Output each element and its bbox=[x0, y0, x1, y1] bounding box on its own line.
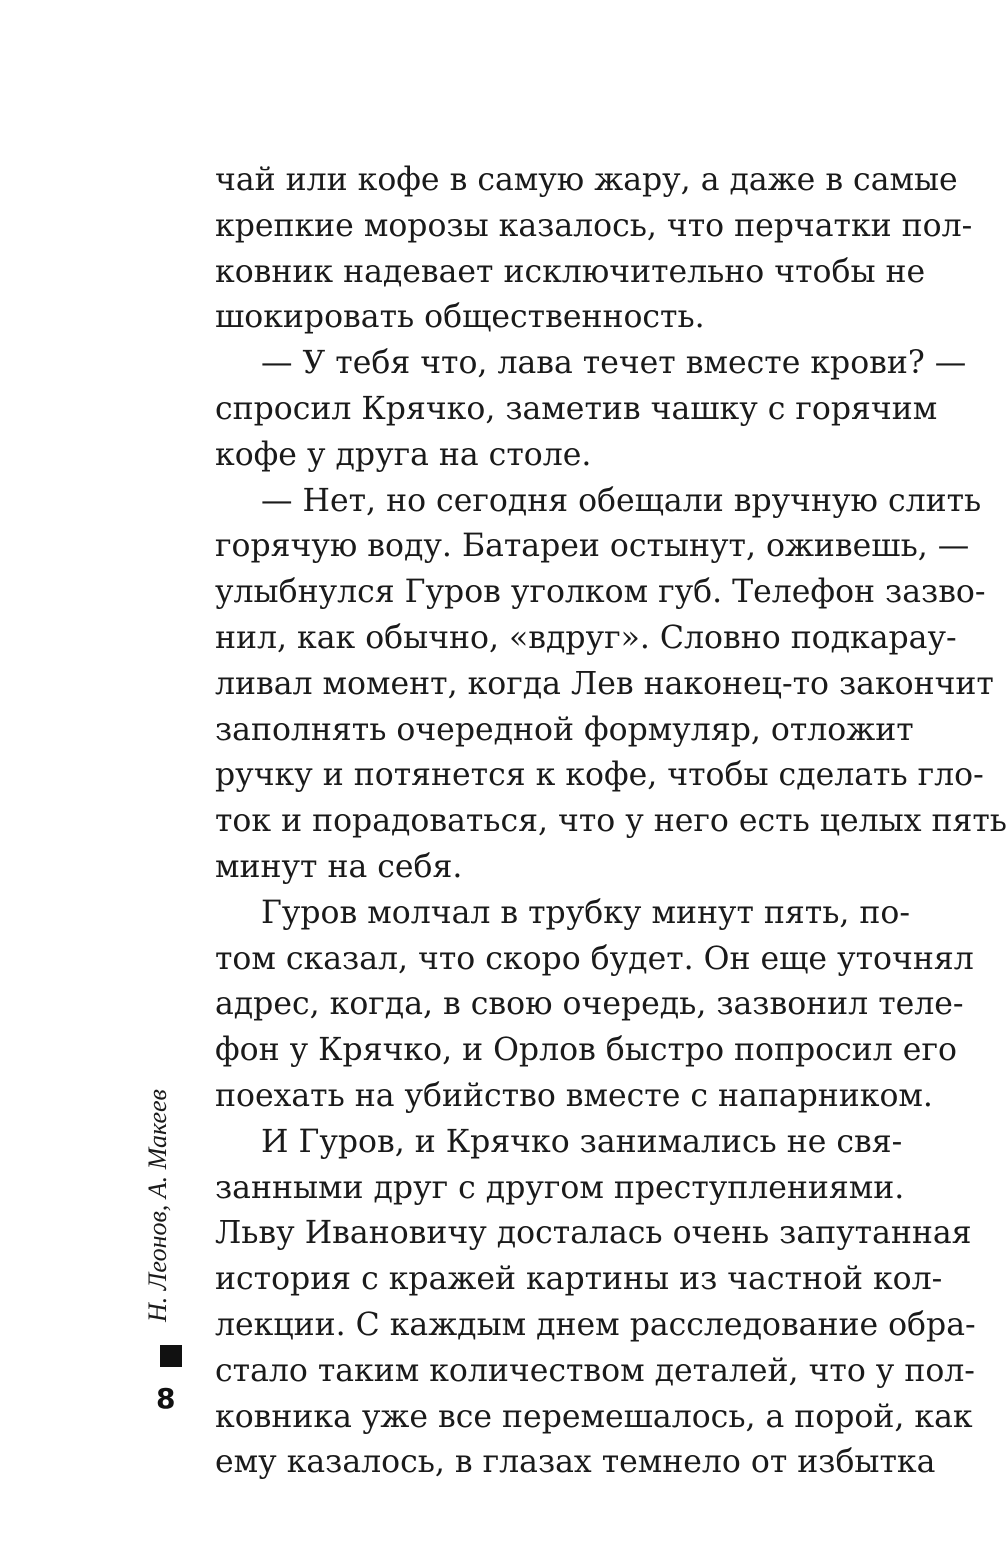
text-line: крепкие морозы казалось, что перчатки пол- bbox=[215, 207, 973, 244]
text-line: том сказал, что скоро будет. Он еще уточнял bbox=[215, 940, 974, 977]
text-line: спросил Крячко, заметив чашку с горячим bbox=[215, 390, 938, 427]
paragraph bbox=[215, 1120, 976, 1486]
text-line: ливал момент, когда Лев наконец-то закончит bbox=[215, 665, 994, 702]
text-line: ток и порадоваться, что у него есть целых пять bbox=[215, 803, 1007, 840]
paragraph bbox=[215, 891, 974, 1120]
paragraph bbox=[215, 158, 973, 341]
paragraph bbox=[215, 479, 1007, 891]
text-line: чай или кофе в самую жару, а даже в самые bbox=[215, 162, 958, 198]
text-line: ручку и потянется к кофе, чтобы сделать гло- bbox=[215, 757, 984, 794]
text-line: ковник надевает исключительно чтобы не bbox=[215, 253, 926, 290]
text-line: заполнять очередной формуляр, отложит bbox=[215, 711, 914, 748]
text-line: кофе у друга на столе. bbox=[215, 436, 592, 473]
text-line: история с кражей картины из частной кол- bbox=[215, 1261, 943, 1298]
running-head: Н. Леонов, А. Макеев bbox=[143, 1089, 172, 1322]
page-number: 8 bbox=[156, 1382, 176, 1415]
text-line: — У тебя что, лава течет вместе крови? — bbox=[261, 345, 967, 382]
text-line: минут на себя. bbox=[215, 848, 463, 885]
text-line: нил, как обычно, «вдруг». Словно подкарау- bbox=[215, 619, 957, 656]
text-line: ему казалось, в глазах темнело от избытка bbox=[215, 1444, 936, 1481]
text-line: адрес, когда, в свою очередь, зазвонил теле- bbox=[215, 986, 964, 1023]
text-line: стало таким количеством деталей, что у пол- bbox=[215, 1352, 975, 1389]
text-line: ковника уже все перемешалось, а порой, как bbox=[215, 1398, 973, 1435]
body-text bbox=[215, 158, 1007, 1486]
page-marker-square bbox=[160, 1345, 182, 1367]
text-line: Гуров молчал в трубку минут пять, по- bbox=[261, 894, 910, 931]
text-line: поехать на убийство вместе с напарником. bbox=[215, 1077, 933, 1114]
text-line: горячую воду. Батареи остынут, оживешь, — bbox=[215, 528, 970, 565]
paragraph bbox=[215, 341, 967, 478]
text-line: — Нет, но сегодня обещали вручную слить bbox=[261, 482, 982, 519]
text-line: лекции. С каждым днем расследование обра- bbox=[215, 1306, 976, 1343]
text-line: занными друг с другом преступлениями. bbox=[215, 1169, 905, 1206]
text-line: фон у Крячко, и Орлов быстро попросил его bbox=[215, 1032, 957, 1069]
text-line: улыбнулся Гуров уголком губ. Телефон зазво- bbox=[215, 574, 986, 611]
text-line: Льву Ивановичу досталась очень запутанная bbox=[215, 1215, 972, 1252]
text-line: И Гуров, и Крячко занимались не свя- bbox=[261, 1123, 903, 1160]
text-line: шокировать общественность. bbox=[215, 299, 705, 336]
